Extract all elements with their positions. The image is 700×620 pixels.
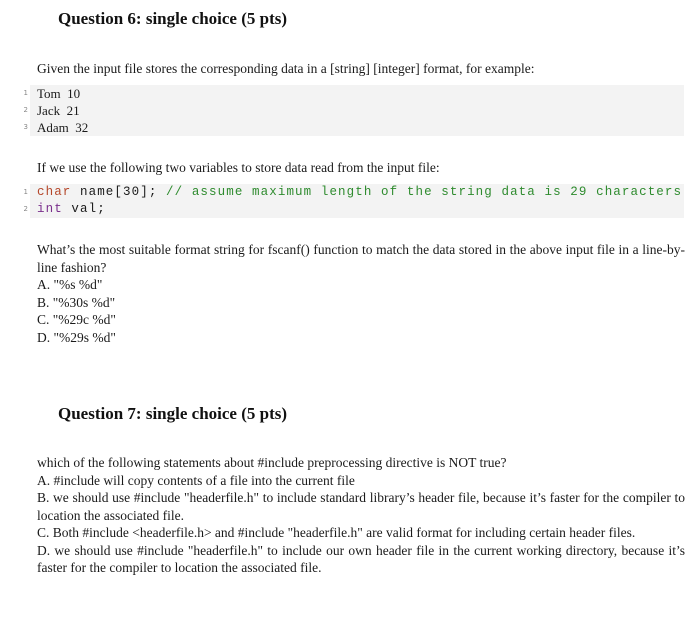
q6-option-c[interactable]: C. "%29c %d" [37,312,116,327]
input-file-example [23,85,684,136]
code-type-keyword: char [37,185,72,199]
file-line-text: Adam 32 [37,120,89,135]
file-line [23,85,684,102]
q6-question-text: What’s the most suitable format string for fscanf() function to match the data stored in the above input file in a line-by-line fashion? [37,242,685,275]
line-number: 2 [23,205,28,213]
file-line [23,102,684,119]
q7-question-block [37,454,685,577]
code-line [23,184,684,201]
code-declaration: val; [62,202,106,216]
line-number: 1 [23,188,28,196]
q6-intro: Given the input file stores the corresponding data in a [string] [integer] format, for example: [37,61,535,76]
q6-option-a[interactable]: A. "%s %d" [37,277,103,292]
q7-option-b[interactable]: B. we should use #include "headerfile.h" to include standard library’s header file, because it’s faster for the compiler to location the associated file. [37,490,685,523]
variable-code-block [23,184,684,218]
code-type-keyword: int [37,202,63,216]
q7-option-c[interactable]: C. Both #include <headerfile.h> and #include "headerfile.h" are valid format for including certain header files. [37,525,636,540]
file-line [23,119,684,136]
code-line [23,201,684,218]
q7-question-text: which of the following statements about #include preprocessing directive is NOT true? [37,455,507,470]
code-comment: // assume maximum length of the string data is 29 characters [166,185,683,199]
q6-question-block [37,241,685,346]
line-number: 2 [23,106,28,114]
q6-option-d[interactable]: D. "%29s %d" [37,329,116,345]
q6-option-b[interactable]: B. "%30s %d" [37,294,116,310]
file-line-text: Tom 10 [37,86,81,101]
q7-option-d[interactable]: D. we should use #include "headerfile.h" to include our own header file in the current working directory, because it’s faster for the compiler to location the associated file. [37,542,685,575]
code-declaration: name[30]; [71,185,167,199]
q7-option-a[interactable]: A. #include will copy contents of a file into the current file [37,472,355,488]
line-number: 3 [23,123,28,131]
question-7-title: Question 7: single choice (5 pts) [58,404,288,423]
file-line-text: Jack 21 [37,103,80,118]
q6-variables-intro: If we use the following two variables to store data read from the input file: [37,160,440,175]
question-6-title: Question 6: single choice (5 pts) [58,9,288,28]
line-number: 1 [23,89,28,97]
